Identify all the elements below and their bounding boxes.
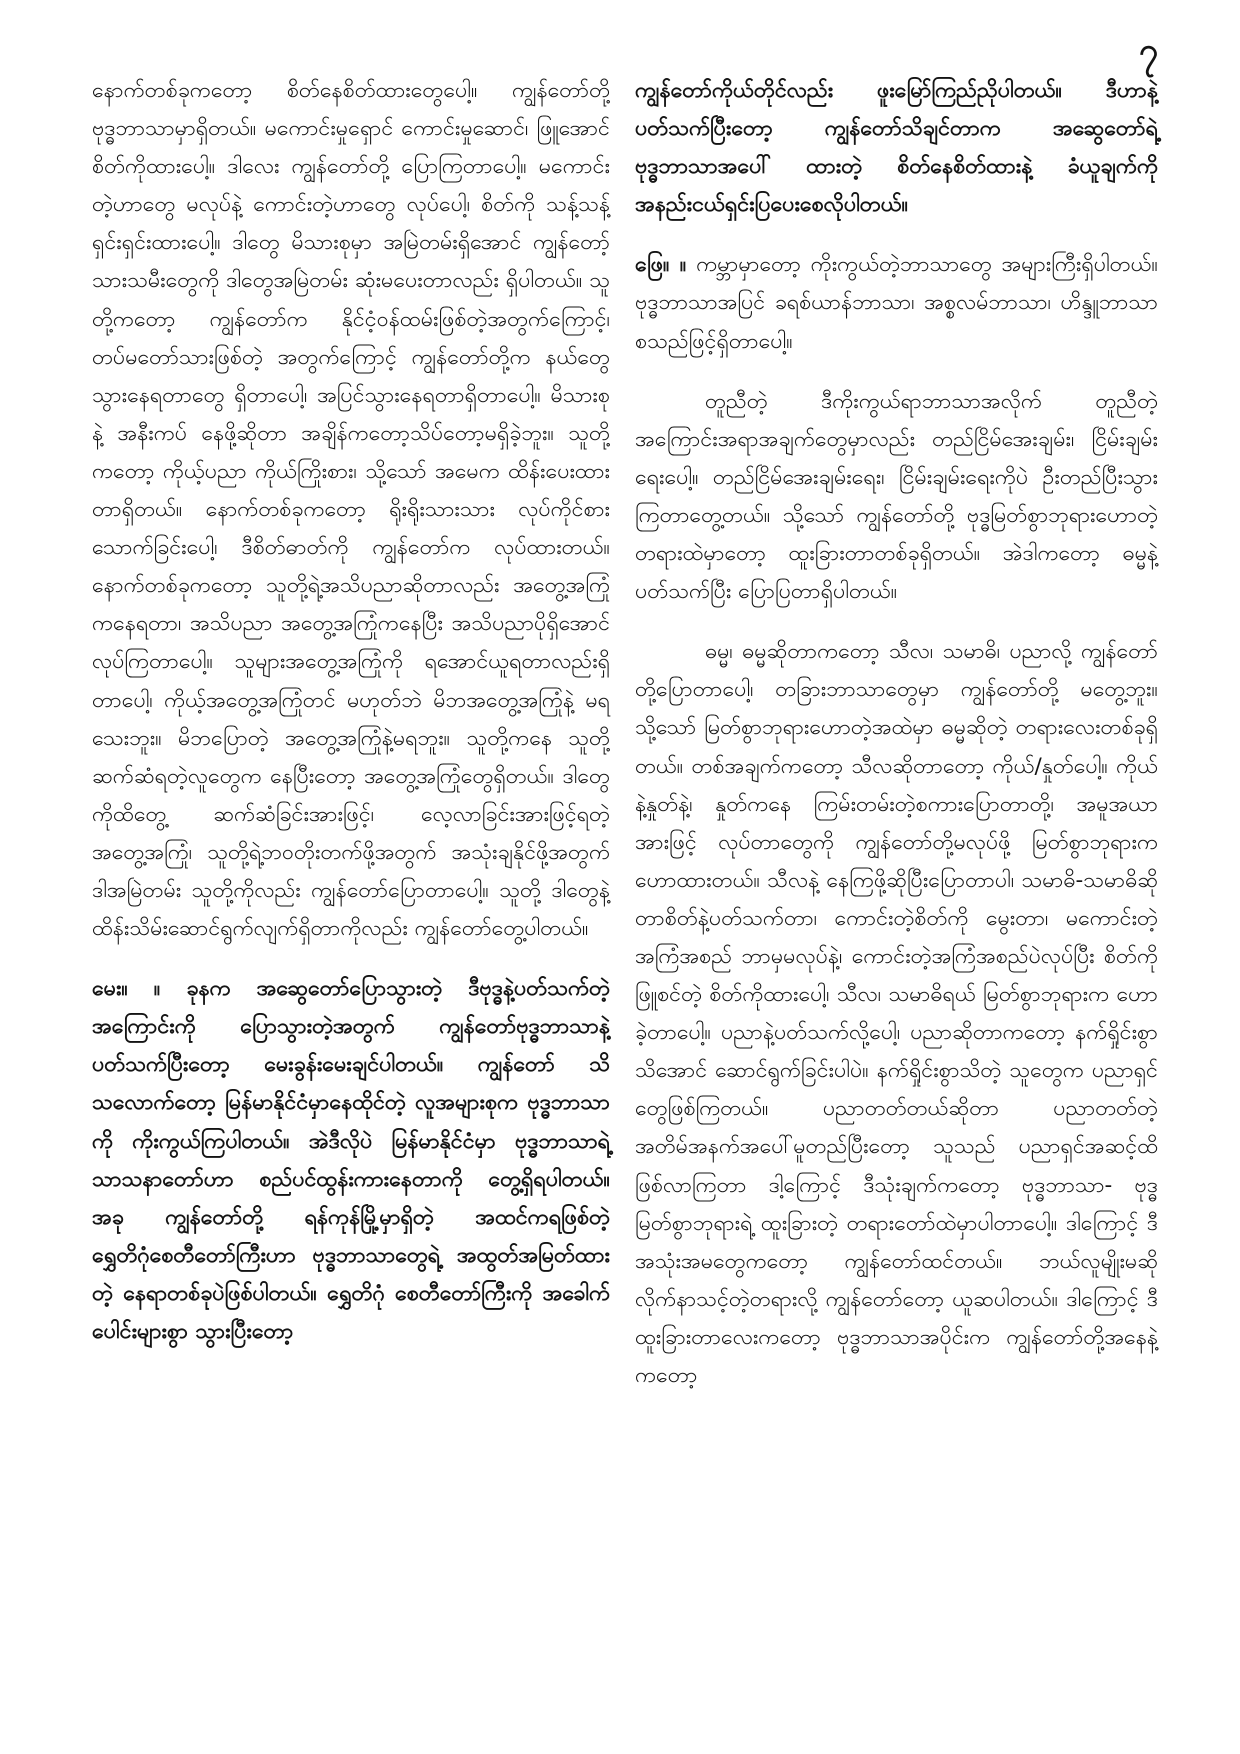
page-number: ၇ [1138, 31, 1158, 71]
question-label: မေး။ ။ [92, 976, 161, 1002]
question-paragraph [92, 970, 610, 1351]
answer-text: ကမ္ဘာမှာတော့ ကိုးကွယ်တဲ့ဘာသာတွေ အများကြီးရှိပါတယ်။ ဗုဒ္ဓဘာသာအပြင် ခရစ်ယာန်ဘာသာ၊ အစ္စလမ်ဘာသာ၊ ဟိန္ဒူဘာသာ စသည်ဖြင့်ရှိတာပေါ့။ [635, 252, 1158, 354]
body-paragraph: တူညီတဲ့ ဒီကိုးကွယ်ရာဘာသာအလိုက် တူညီတဲ့ အကြောင်းအရာအချက်တွေမှာလည်း တည်ငြိမ်အေးချမ်း၊ ငြိမ်းချမ်းရေးပေါ့။ တည်ငြိမ်အေးချမ်းရေး၊ ငြိမ်းချမ်းရေးကိုပဲ ဦးတည်ပြီးသွားကြတာတွေ့တယ်။ သို့သော် ကျွန်တော်တို့ ဗုဒ္ဓမြတ်စွာဘုရားဟောတဲ့ တရားထဲမှာတော့ ထူးခြားတာတစ်ခုရှိတယ်။ အဲဒါကတော့ ဓမ္မနဲ့ပတ်သက်ပြီး ပြောပြတာရှိပါတယ်။ [635, 388, 1158, 605]
body-paragraph: ဓမ္မ၊ ဓမ္မဆိုတာကတော့ သီလ၊ သမာဓိ၊ ပညာလို့ ကျွန်တော်တို့ပြောတာပေါ့၊ တခြားဘာသာတွေမှာ ကျွန်တော်တို့ မတွေ့ဘူး။ သို့သော် မြတ်စွာဘုရားဟောတဲ့အထဲမှာ ဓမ္မဆိုတဲ့ တရားလေးတစ်ခုရှိတယ်။ တစ်အချက်ကတော့ သီလဆိုတာတော့ ကိုယ်/နှုတ်ပေါ့။ ကိုယ်နဲ့နှုတ်နဲ့၊ နှုတ်ကနေ ကြမ်းတမ်းတဲ့စကားပြောတာတို့၊ အမူအယာအားဖြင့် လုပ်တာတွေကို ကျွန်တော်တို့မလုပ်ဖို့ မြတ်စွာဘုရားက ဟောထားတယ်။ သီလနဲ့ နေကြဖို့ဆိုပြီးပြောတာပါ၊ သမာဓိ-သမာဓိဆိုတာစိတ်နဲ့ပတ်သက်တာ၊ ကောင်းတဲ့စိတ်ကို မွေးတာ၊ မကောင်းတဲ့အကြံအစည် ဘာမှမလုပ်နဲ့၊ ကောင်းတဲ့အကြံအစည်ပဲလုပ်ပြီး စိတ်ကိုဖြူစင်တဲ့ စိတ်ကိုထားပေါ့၊ သီလ၊ သမာဓိရယ် မြတ်စွာဘုရားက ဟောခဲ့တာပေါ့။ ပညာနဲ့ပတ်သက်လို့ပေါ့၊ ပညာဆိုတာကတော့ နက်ရှိုင်းစွာသိအောင် ဆောင်ရွက်ခြင်းပါပဲ။ နက်ရှိုင်းစွာသိတဲ့ သူတွေက ပညာရှင်တွေဖြစ်ကြတယ်။ ပညာတတ်တယ်ဆိုတာ ပညာတတ်တဲ့ အတိမ်အနက်အပေါ်မူတည်ပြီးတော့ သူသည် ပညာရှင်အဆင့်ထိ ဖြစ်လာကြတာ ဒါ့ကြောင့် ဒီသုံးချက်ကတော့ ဗုဒ္ဓဘာသာ- ဗုဒ္ဓမြတ်စွာဘုရားရဲ့ ထူးခြားတဲ့ တရားတော်ထဲမှာပါတာပေါ့။ ဒါကြောင့် ဒီအသုံးအမတွေကတော့ ကျွန်တော်ထင်တယ်။ ဘယ်လူမျိုးမဆို လိုက်နာသင့်တဲ့တရားလို့ ကျွန်တော်တော့ ယူဆပါတယ်။ ဒါကြောင့် ဒီထူးခြားတာလေးကတော့ ဗုဒ္ဓဘာသာအပိုင်းက ကျွန်တော်တို့အနေနဲ့ကတော့ [635, 639, 1158, 1388]
question-text: ခုနက အဆွေတော်ပြောသွားတဲ့ ဒီဗုဒ္ဓနဲ့ပတ်သက်တဲ့ အကြောင်းကို ပြောသွားတဲ့အတွက် ကျွန်တော်ဗုဒ္ဓဘာသာနဲ့ ပတ်သက်ပြီးတော့ မေးခွန်းမေးချင်ပါတယ်။ ကျွန်တော် သိသလောက်တော့ မြန်မာနိုင်ငံမှာနေထိုင်တဲ့ လူအများစုက ဗုဒ္ဓဘာသာကို ကိုးကွယ်ကြပါတယ်။ အဲဒီလိုပဲ မြန်မာနိုင်ငံမှာ ဗုဒ္ဓဘာသာရဲ့ သာသနာတော်ဟာ စည်ပင်ထွန်းကားနေတာကို တွေ့ရှိရပါတယ်။ အခု ကျွန်တော်တို့ ရန်ကုန်မြို့မှာရှိတဲ့ အထင်ကရဖြစ်တဲ့ ရွှေတိဂုံစေတီတော်ကြီးဟာ ဗုဒ္ဓဘာသာတွေရဲ့ အထွတ်အမြတ်ထားတဲ့ နေရာတစ်ခုပဲဖြစ်ပါတယ်။ ရွှေတိဂုံ စေတီတော်ကြီးကို အခေါက်ပေါင်းများစွာ သွားပြီးတော့ [92, 976, 610, 1344]
answer-paragraph [635, 246, 1158, 360]
question-continued: ကျွန်တော်ကိုယ်တိုင်လည်း ဖူးမြော်ကြည်ညိုပါတယ်။ ဒီဟာနဲ့ ပတ်သက်ပြီးတော့ ကျွန်တော်သိချင်တာက အဆွေတော်ရဲ့ ဗုဒ္ဓဘာသာအပေါ် ထားတဲ့ စိတ်နေစိတ်ထားနဲ့ ခံယူချက်ကို အနည်းငယ်ရှင်းပြပေးစေလိုပါတယ်။ [635, 78, 1158, 218]
left-column [92, 72, 610, 1373]
right-column [635, 72, 1158, 1417]
answer-label: ဖြေ။ ။ [635, 252, 687, 278]
body-paragraph: နောက်တစ်ခုကတော့ စိတ်နေစိတ်ထားတွေပေါ့။ ကျွန်တော်တို့ ဗုဒ္ဓဘာသာမှာရှိတယ်။ မကောင်းမှုရှောင် ကောင်းမှုဆောင်၊ ဖြူအောင်စိတ်ကိုထားပေါ့။ ဒါလေး ကျွန်တော်တို့ ပြောကြတာပေါ့။ မကောင်းတဲ့ဟာတွေ မလုပ်နဲ့ ကောင်းတဲ့ဟာတွေ လုပ်ပေါ့၊ စိတ်ကို သန့်သန့်ရှင်းရှင်းထားပေါ့။ ဒါတွေ မိသားစုမှာ အမြဲတမ်းရှိအောင် ကျွန်တော့်သားသမီးတွေကို ဒါတွေအမြဲတမ်း ဆုံးမပေးတာလည်း ရှိပါတယ်။ သူတို့ကတော့ ကျွန်တော်က နိုင်ငံ့ဝန်ထမ်းဖြစ်တဲ့အတွက်ကြောင့်၊ တပ်မတော်သားဖြစ်တဲ့ အတွက်ကြောင့် ကျွန်တော်တို့က နယ်တွေသွားနေရတာတွေ ရှိတာပေါ့၊ အပြင်သွားနေရတာရှိတာပေါ့။ မိသားစုနဲ့ အနီးကပ် နေဖို့ဆိုတာ အချိန်ကတော့သိပ်တော့မရှိခဲ့ဘူး။ သူတို့ကတော့ ကိုယ့်ပညာ ကိုယ်ကြိုးစား၊ သို့သော် အမေက ထိန်းပေးထားတာရှိတယ်။ နောက်တစ်ခုကတော့ ရိုးရိုးသားသား လုပ်ကိုင်စားသောက်ခြင်းပေါ့၊ ဒီစိတ်ဓာတ်ကို ကျွန်တော်က လုပ်ထားတယ်။ နောက်တစ်ခုကတော့ သူတို့ရဲ့အသိပညာဆိုတာလည်း အတွေ့အကြုံကနေရတာ၊ အသိပညာ အတွေ့အကြုံကနေပြီး အသိပညာပိုရှိအောင် လုပ်ကြတာပေါ့။ သူများအတွေ့အကြုံကို ရအောင်ယူရတာလည်းရှိတာပေါ့၊ ကိုယ့်အတွေ့အကြုံတင် မဟုတ်ဘဲ မိဘအတွေ့အကြုံနဲ့ မရသေးဘူး။ မိဘပြောတဲ့ အတွေ့အကြုံနဲ့မရဘူး။ သူတို့ကနေ သူတို့ဆက်ဆံရတဲ့လူတွေက နေပြီးတော့ အတွေ့အကြုံတွေရှိတယ်။ ဒါတွေကိုထိတွေ့ ဆက်ဆံခြင်းအားဖြင့်၊ လေ့လာခြင်းအားဖြင့်ရတဲ့ အတွေ့အကြုံ၊ သူတို့ရဲ့ဘဝတိုးတက်ဖို့အတွက် အသုံးချနိုင်ဖို့အတွက် ဒါအမြဲတမ်း သူတို့ကိုလည်း ကျွန်တော်ပြောတာပေါ့။ သူတို့ ဒါတွေနဲ့ ထိန်းသိမ်းဆောင်ရွက်လျက်ရှိတာကိုလည်း ကျွန်တော်တွေ့ပါတယ်။ [92, 78, 610, 942]
